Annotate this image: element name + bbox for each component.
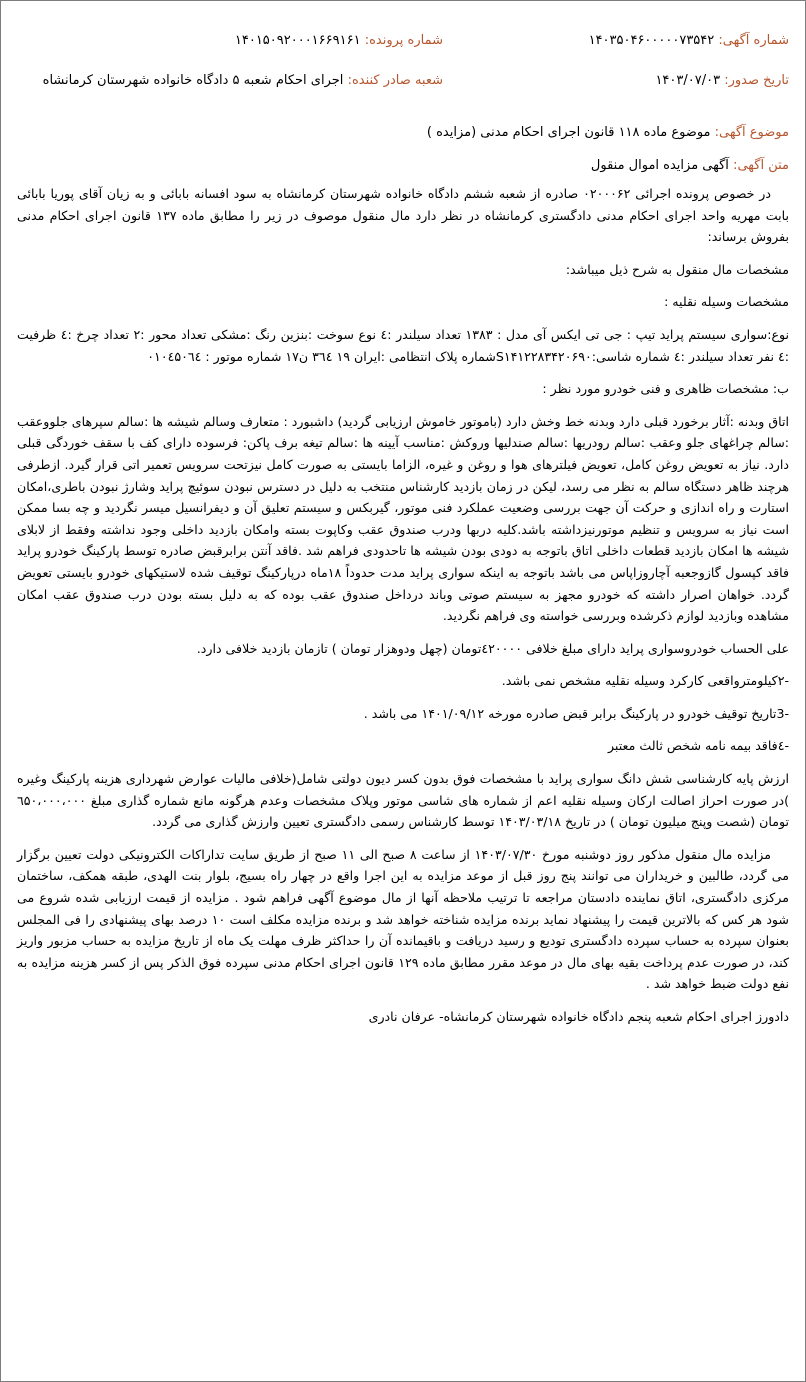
ad-number-value: ۱۴۰۳۵۰۴۶۰۰۰۰۰۷۳۵۴۲: [588, 33, 715, 48]
appearance-details-paragraph: اتاق وبدنه :آثار برخورد قبلی دارد وبدنه خط وخش دارد (باموتور خاموش ارزیابی گردید) داشبورد : متعارف وسالم شیشه ها :سالم سپرهای جلووعقب :سالم چراغهای جلو وعقب :سالم رودریها :سالم صندلیها وروکش :مناسب آیینه ها :سالم تیغه برف پاکن: فرسوده دارای کف با سقف خوردگی قبلی دارد. نیاز به تعویض روغن کامل، تعویض فیلترهای هوا و روغن و غیره، الزاما بایستی به صورت کامل نیزتحت سرویس تعمیر اتی قرار گیرد. ازطرفی هرچند ظاهر دستگاه سالم به نظر می رسد، لیکن در زمان بازدید کارشناس منتخب به دلیل در دسترس نبودن سوئیچ پراید وشارژ نبودن باطری،امکان استارت و راه اندازی و حرکت آن جهت بررسی وضعیت عملکرد فنی موتور، گیربکس و سیستم تعلیق آن و دیفرانسیل میسر نگردید و چه بسا ممکن است نیاز به سرویس و تنظیم موتورنیزداشته باشد.کلیه دربها ودرب صندوق عقب وکاپوت بسته وامکان بازدید داخلی وجود نداشته وفقط از لابلای شیشه ها امکان بازدید قطعات داخلی اتاق باتوجه به دودی بودن شیشه ها تاحدودی فراهم شد .فاقد آنتن برابرقبض صادره توسط پارکینگ خودرو پراید فاقد کپسول گازوجعبه آچاروزاپاس می باشد باتوجه به اینکه سواری پراید مدت حدوداً ۱۸ماه درپارکینگ توقیف شده لاستیکهای خودرو بایستی تعویض گردد. خواهان اصرار داشته که خودرو مجهز به سیستم صوتی وباند درداخل صندوق عقب بوده که به دلیل بسته بودن درب صندوق عقب امکان مشاهده وبازدید لوازم ذکرشده وبررسی خواسته وی فراهم نگردید.: [17, 413, 789, 624]
ad-number-label: شماره آگهی:: [718, 33, 789, 48]
signature: دادورز اجرای احکام شعبه پنجم دادگاه خانواده شهرستان کرمانشاه- عرفان نادری: [368, 1009, 789, 1024]
movable-specs-heading: مشخصات مال منقول به شرح ذیل میباشد:: [565, 261, 789, 277]
vehicle-specs-heading: مشخصات وسیله نقلیه :: [664, 294, 789, 310]
case-number-field: [235, 31, 443, 51]
issue-date-value: ۱۴۰۳/۰۷/۰۳: [655, 73, 721, 88]
debt-paragraph: علی الحساب خودروسواری پراید دارای مبلغ خلافی ٤۲۰۰۰۰تومان (چهل ودوهزار تومان ) تازمان بازدید خلافی دارد.: [196, 640, 789, 656]
note-4: -٤فاقد بیمه نامه شخص ثالث معتبر: [607, 738, 789, 754]
topic-value: موضوع ماده ۱۱۸ قانون اجرای احکام مدنی (مزایده ): [426, 125, 711, 140]
issuer-label: شعبه صادر کننده:: [347, 73, 443, 88]
issuer-field: [43, 71, 443, 91]
issue-date-field: [655, 71, 789, 91]
issuer-value: اجرای احکام شعبه ۵ دادگاه خانواده شهرستان کرمانشاه: [42, 73, 344, 88]
case-number-value: ۱۴۰۱۵۰۹۲۰۰۰۱۶۶۹۱۶۱: [234, 33, 361, 48]
valuation-paragraph: ارزش پایه کارشناسی شش دانگ سواری پراید با مشخصات فوق بدون کسر دیون دولتی شامل(خلافی مالیات عوارض شهرداری هزینه پارکینگ وغیره )در صورت احراز اصالت ارکان وسیله نقلیه اعم از شماره های شاسی موتور وپلاک مشخصات وعدم هرگونه مانع شماره گذاری مبلغ ٦۵۰،۰۰۰،۰۰۰ تومان (شصت وپنج میلیون تومان ) در تاریخ ۱۴۰۳/۰۳/۱۸ توسط کارشناس رسمی دادگستری تعیین وارزش گذاری می گردد.: [17, 771, 789, 830]
note-2: -۲کیلومترواقعی کارکرد وسیله نقلیه مشخص نمی باشد.: [501, 673, 789, 689]
ad-text-title: آگهی مزایده اموال منقول: [590, 158, 729, 173]
ad-topic: [427, 123, 789, 143]
issue-date-label: تاریخ صدور:: [724, 73, 789, 88]
intro-paragraph: در خصوص پرونده اجرائی ۰۲۰۰۰۶۲ صادره از شعبه ششم دادگاه خانواده شهرستان کرمانشاه به سود افسانه بابائی و به زیان آقای پوریا بابائی بابت مهریه واحد اجرای احکام مدنی دادگستری کرمانشاه در نظر دارد مال منقول موصوف در زیر را مطابق ماده ۱۳۷ قانون اجرای احکام مدنی بفروش برساند:: [17, 186, 790, 245]
case-number-label: شماره پرونده:: [364, 33, 443, 48]
auction-paragraph: مزایده مال منقول مذکور روز دوشنبه مورخ ۱۴۰۳/۰۷/۳۰ از ساعت ۸ صبح الی ۱۱ صبح از طریق سایت تداراکات الکترونیکی دولت تعیین برگزار می گردد، طالبین و خریداران می توانند پنج روز قبل از موعد مزایده به این اجرا واقع در چهار راه بسیج، بلوار بنت الهدی، طبقه همکف، ساختمان مرکزی دادگستری، اتاق نماینده دادستان مراجعه تا ترتیب ملاحظه آنها از مال موضوع آگهی فراهم شود . مزایده از قیمت ارزیابی شده شروع می شود هر کس که بالاترین قیمت را پیشنهاد نماید برنده مزایده شناخته خواهد شد و برنده مزایده مکلف است ۱۰ درصد بهای پیشنهادی را فی المجلس بعنوان سپرده به حساب سپرده دادگستری تودیع و رسید دریافت و باقیمانده آن را حداکثر ظرف مهلت یک ماه از تاریخ مزایده به حساب مزبور واریز کند، در صورت عدم پرداخت بقیه بهای مال در موعد مقرر مطابق ماده ۱۲۹ قانون اجرای احکام مدنی سپرده فوق الذکر پس از کسر هزینه مزایده به نفع دولت ضبط خواهد شد .: [17, 846, 789, 992]
ad-number-field: [589, 31, 789, 51]
topic-label: موضوع آگهی:: [714, 125, 789, 140]
note-3: -3تاریخ توقیف خودرو در پارکینگ برابر قبض صادره مورخه ۱۴۰۱/۰۹/۱۲ می باشد .: [363, 705, 789, 721]
vehicle-details-paragraph: نوع:سواری سیستم پراید تیپ : جی تی ایکس آی مدل : ۱۳۸۳ تعداد سیلندر :٤ نوع سوخت :بنزین رنگ :مشکی تعداد محور :۲ تعداد چرخ :٤ ظرفیت :٤ نفر تعداد سیلندر :٤ شماره شاسی:S۱۴۱۲۲۸۳۴۲۰۶۹۰شماره پلاک انتظامی :ایران ۱۹ ۳٦٤ ن۱۷ شماره موتور : ۰۱۰٤۵۰٦٤: [17, 326, 789, 364]
ad-text-label: متن آگهی:: [733, 158, 789, 173]
ad-text-heading: [591, 156, 789, 176]
ad-body: [17, 183, 789, 1039]
appearance-heading: ب: مشخصات ظاهری و فنی خودرو مورد نظر :: [542, 381, 789, 397]
